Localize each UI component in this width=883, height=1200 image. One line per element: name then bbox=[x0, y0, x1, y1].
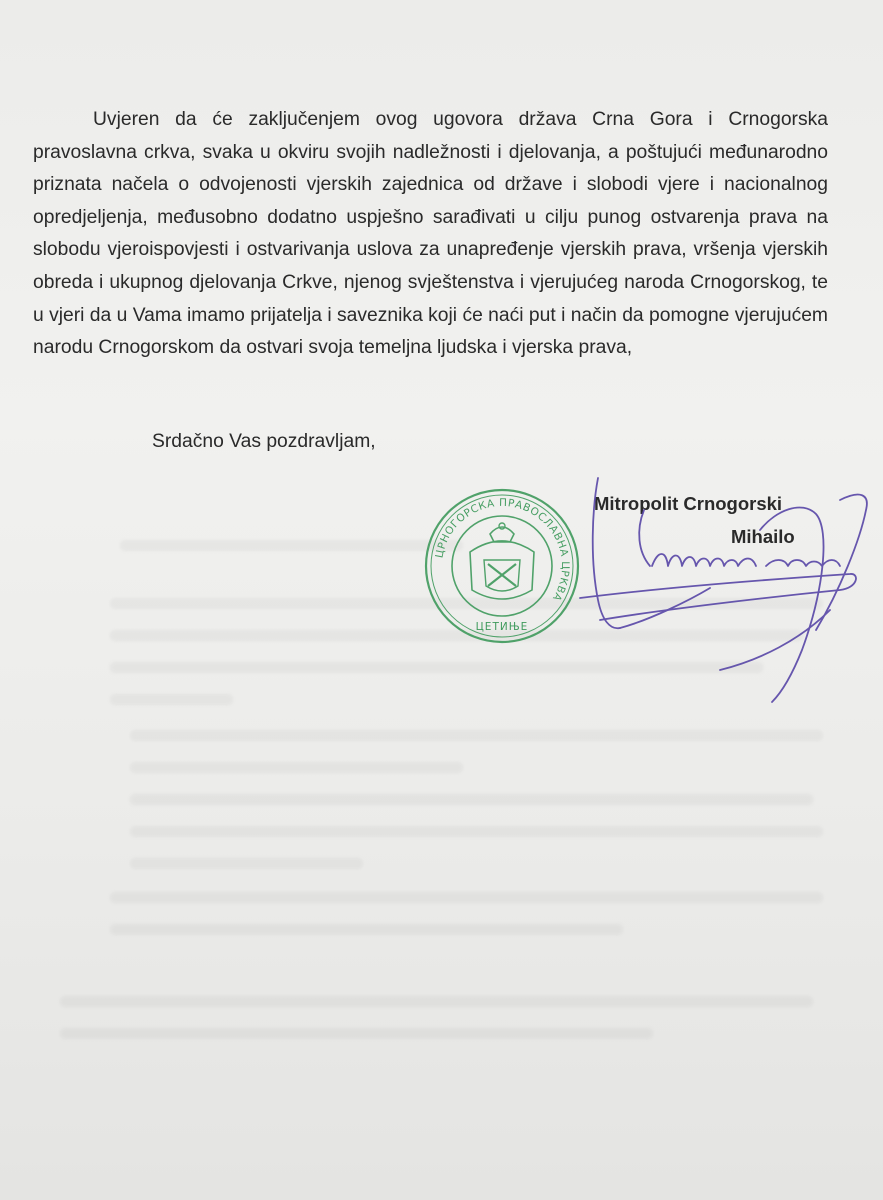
signatory-name: Mihailo bbox=[731, 526, 795, 547]
reverse-side-bleed bbox=[110, 892, 823, 903]
signatory-title: Mitropolit Crnogorski bbox=[594, 493, 783, 514]
seal-ring-text: ЦРНОГОРСКА ПРАВОСЛАВНА ЦРКВА bbox=[433, 496, 572, 604]
reverse-side-bleed bbox=[130, 794, 813, 805]
handwritten-signature bbox=[540, 470, 880, 710]
reverse-side-bleed bbox=[60, 1028, 653, 1039]
reverse-side-bleed bbox=[130, 762, 463, 773]
reverse-side-bleed bbox=[110, 924, 623, 935]
closing-greeting: Srdačno Vas pozdravljam, bbox=[152, 431, 376, 452]
reverse-side-bleed bbox=[120, 540, 463, 551]
reverse-side-bleed bbox=[110, 694, 233, 705]
reverse-side-bleed bbox=[130, 858, 363, 869]
reverse-side-bleed bbox=[130, 826, 823, 837]
seal-bottom-text: ЦЕТИЊЕ bbox=[475, 621, 529, 633]
reverse-side-bleed bbox=[60, 996, 813, 1007]
letter-body-paragraph: Uvjeren da će zaključenjem ovog ugovora država Crna Gora i Crnogorska pravoslavna crkva, svaka u okviru svojih nadležnosti i djelovanja, a poštujući međunarodno priznata načela o odvojenosti vjerskih zajednica od države i slobodi vjere i nacionalnog opredjeljenja, međusobno dodatno uspješno sarađivati u cilju punog ostvarenja prava na slobodu vjeroispovjesti i ostvarivanja uslova za unapređenje vjerskih prava, vršenja vjerskih obreda i ukupnog djelovanja Crkve, njenog svještenstva i vjerujućeg naroda Crnogorskog, te u vjeri da u Vama imamo prijatelja i saveznika koji će naći put i način da pomogne vjerujućem narodu Crnogorskom da ostvari svoja temeljna ljudska i vjerska prava, bbox=[33, 109, 828, 359]
reverse-side-bleed bbox=[130, 730, 823, 741]
